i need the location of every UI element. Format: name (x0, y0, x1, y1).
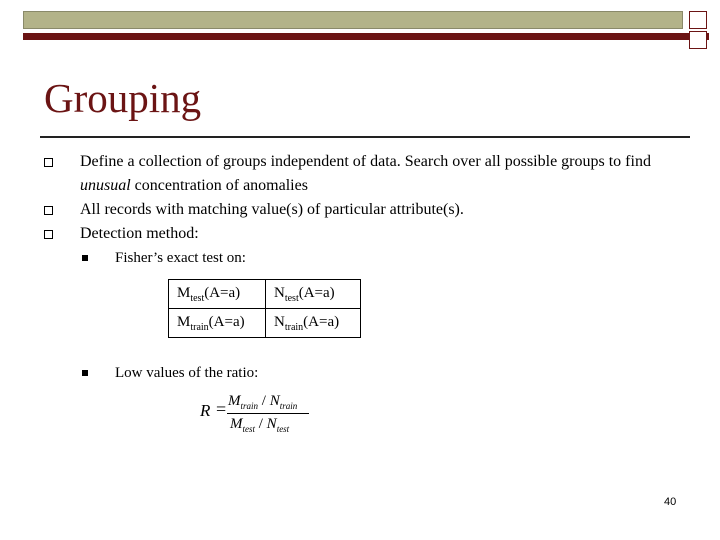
header-square-bottom (689, 31, 707, 49)
header-maroon-bar (23, 33, 709, 40)
table-cell: $N_{train}(A=a)$ (266, 309, 361, 338)
sub-bullet-text: Low values of the ratio: (115, 365, 259, 381)
bullet-item (40, 150, 660, 198)
table-cell: $N_{test}(A=a)$ (266, 280, 361, 309)
fraction-bar (227, 413, 309, 414)
hollow-square-bullet-icon (44, 158, 53, 167)
table-row (169, 280, 361, 309)
bullet-text-tail: concentration of anomalies (130, 177, 308, 194)
sub-bullet-item (82, 363, 515, 383)
fisher-test-table (168, 279, 361, 338)
hollow-square-bullet-icon (44, 230, 53, 239)
sub-bullet-item (82, 248, 515, 268)
filled-square-bullet-icon (82, 370, 88, 376)
table-row (169, 309, 361, 338)
sub-bullet-text: Fisher’s exact test on: (115, 250, 246, 266)
formula-denominator: $M_{test} / N_{test}$ (230, 416, 290, 434)
bullet-text-emphasis: unusual (80, 177, 131, 194)
table-cell: $M_{test}(A=a)$ (169, 280, 266, 309)
header-decoration (23, 11, 709, 41)
ratio-formula (195, 393, 315, 441)
bullet-item (40, 198, 660, 222)
filled-square-bullet-icon (82, 255, 88, 261)
page-number: 40 (664, 496, 677, 508)
formula-numerator: $M_{train} / N_{train}$ (228, 393, 298, 411)
bullet-text: Detection method: (80, 225, 199, 242)
slide-title: Grouping (44, 75, 202, 121)
header-square-top (689, 11, 707, 29)
table-cell: $M_{train}(A=a)$ (169, 309, 266, 338)
bullet-item (40, 222, 660, 246)
header-olive-bar (23, 11, 683, 29)
bullet-text-lead: Define a collection of groups independent of data. Search over all possible groups to find (80, 153, 651, 170)
bullet-list (40, 150, 660, 246)
bullet-text: All records with matching value(s) of particular attribute(s). (80, 201, 464, 218)
formula-equals: = (216, 399, 227, 419)
formula-lhs: R (200, 401, 211, 420)
title-underline (40, 136, 690, 138)
hollow-square-bullet-icon (44, 206, 53, 215)
